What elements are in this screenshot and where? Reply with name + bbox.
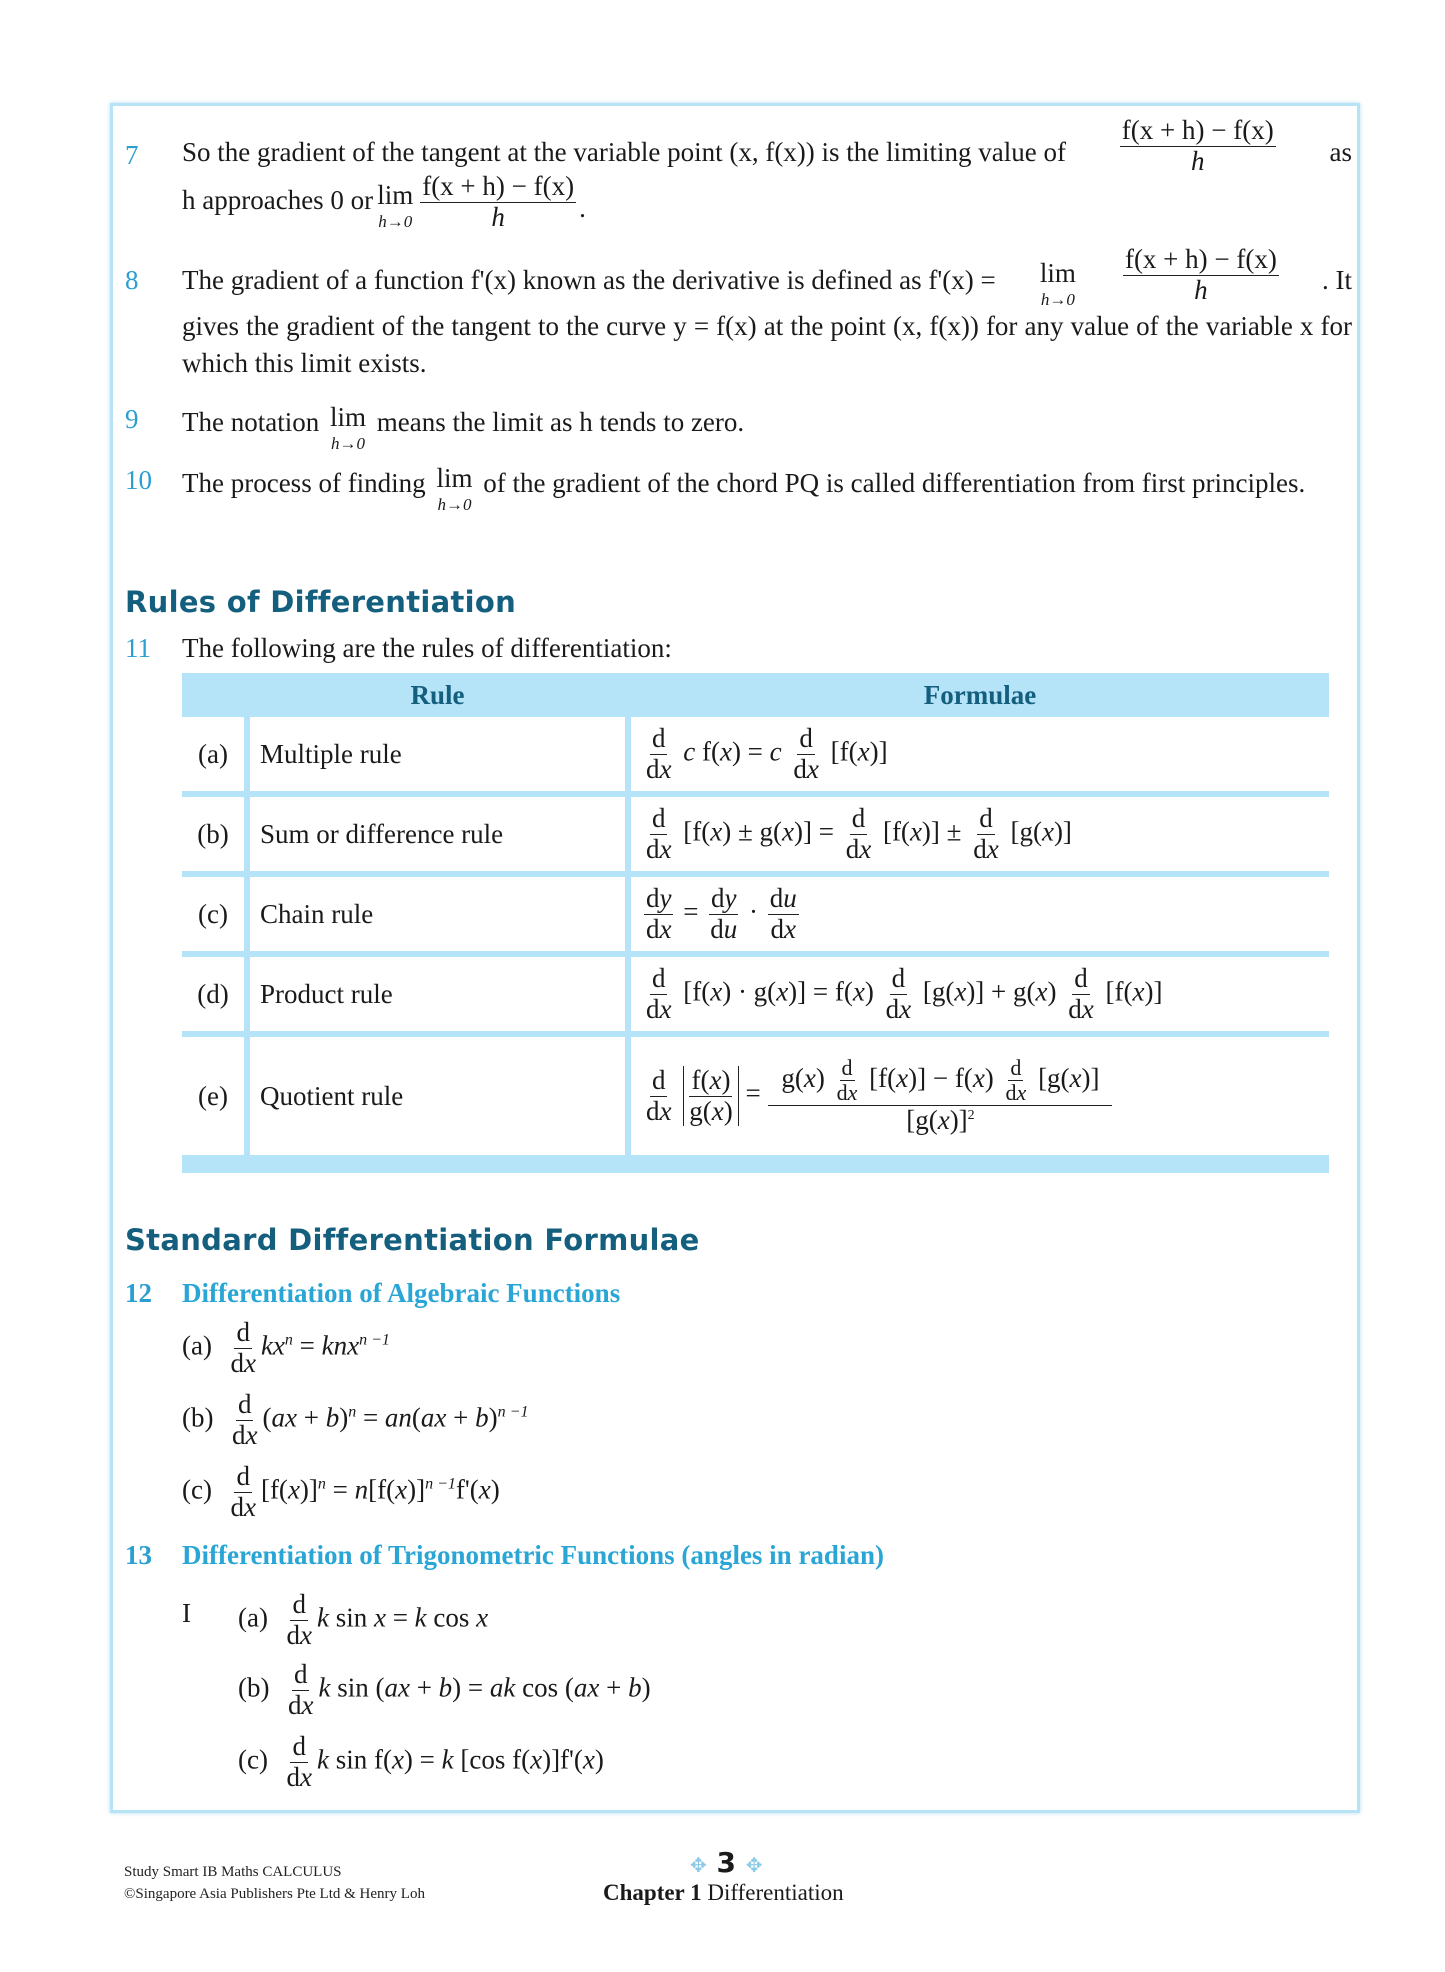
paragraph-8: The gradient of a function f'(x) known as the derivative is defined as f'(x) = lim h→0 $\frac{f(x + h) - f(x)}{h}$ . It gives the gradient of the tangent to the curve y = f(x) at the point (x, f(x)) for any value of the variable x for which this limit exists. xyxy=(182,243,1352,378)
item-number-11: 11 xyxy=(125,633,151,663)
table-header-rule: Rule xyxy=(250,673,631,717)
p7-text: So the gradient of the tangent at the variable point (x, f(x)) is the limiting value of xyxy=(182,136,1066,167)
section-heading-standard: Standard Differentiation Formulae xyxy=(125,1223,700,1257)
table-header-formulae: Formulae xyxy=(631,673,1329,717)
item-number-10: 10 xyxy=(125,465,152,495)
section-heading-rules: Rules of Differentiation xyxy=(125,585,517,619)
diamond-icon: ✥ xyxy=(690,1853,707,1877)
subheading-trigonometric: Differentiation of Trigonometric Functions (angles in radian) xyxy=(182,1540,884,1570)
item-number-8: 8 xyxy=(125,265,139,295)
chapter-label: Chapter 1 Differentiation xyxy=(603,1880,844,1905)
subheading-algebraic: Differentiation of Algebraic Functions xyxy=(182,1278,621,1308)
table-header-label xyxy=(182,673,250,717)
formula-12a: (a) $\frac{d}{dx}$ $kx^n = knx^{n -1}$ xyxy=(182,1317,390,1378)
formula-13c: (c) $\frac{d}{dx}$ k sin f(x) = k [cos f(x)]f'(x) xyxy=(238,1731,604,1792)
group-label-I: I xyxy=(182,1598,191,1628)
diamond-icon: ✥ xyxy=(745,1853,763,1877)
page-number: ✥ 3 ✥ xyxy=(690,1846,763,1879)
formula-quotient-rule: $\frac{d}{dx}$ $\frac{f(x)}{g(x)}$ = g(x) $\frac{d}{dx}$ [f(x)] − f(x) $\frac{d}{dx}$ [g(x)] $[g(x)]^2$ xyxy=(631,1037,1329,1155)
table-row: (e) Quotient rule $\frac{d}{dx}$ $\frac{f(x)}{g(x)}$ = g(x) $\frac{d}{dx}$ [f(x)] − f(x) $\frac{d}{dx}$ [g(x)] $[g(x)]^2$ xyxy=(182,1037,1329,1155)
item-number-13: 13 xyxy=(125,1540,152,1570)
table-row: (b) Sum or difference rule $\frac{d}{dx}$ [f(x) ± g(x)] = $\frac{d}{dx}$ [f(x)] ± $\frac{d}{dx}$ [g(x)] xyxy=(182,797,1329,877)
formula-12c: (c) $\frac{d}{dx}$ $[f(x)]^n = n[f(x)]^{n -1}f'(x)$ xyxy=(182,1461,500,1522)
formula-13b: (b) $\frac{d}{dx}$ k sin (ax + b) = ak cos (ax + b) xyxy=(238,1659,651,1720)
table-row: (d) Product rule $\frac{d}{dx}$ [f(x) · g(x)] = f(x) $\frac{d}{dx}$ [g(x)] + g(x) $\frac{d}{dx}$ [f(x)] xyxy=(182,957,1329,1037)
item-number-9: 9 xyxy=(125,404,139,434)
book-title: Study Smart IB Maths CALCULUS xyxy=(124,1864,342,1880)
difference-quotient: $\frac{f(x + h) - f(x)}{h}$ xyxy=(1121,115,1274,176)
formula-chain-rule: $\frac{dy}{dx}$ = $\frac{dy}{du}$ · $\frac{du}{dx}$ xyxy=(631,877,1329,957)
rules-table xyxy=(182,673,1329,1173)
footer-credits xyxy=(124,1861,425,1905)
formula-product-rule: $\frac{d}{dx}$ [f(x) · g(x)] = f(x) $\frac{d}{dx}$ [g(x)] + g(x) $\frac{d}{dx}$ [f(x)] xyxy=(631,957,1329,1037)
table-row: (a) Multiple rule $\frac{d}{dx}$ c f(x) = c $\frac{d}{dx}$ [f(x)] xyxy=(182,717,1329,797)
paragraph-10: The process of finding lim h→0 of the gradient of the chord PQ is called differentiation from first principles. xyxy=(182,463,1306,514)
paragraph-9: The notation lim h→0 means the limit as h tends to zero. xyxy=(182,402,745,453)
item-number-12: 12 xyxy=(125,1278,152,1308)
paragraph-11: The following are the rules of differentiation: xyxy=(182,633,672,663)
formula-multiple-rule: $\frac{d}{dx}$ c f(x) = c $\frac{d}{dx}$ [f(x)] xyxy=(631,717,1329,797)
formula-sum-rule: $\frac{d}{dx}$ [f(x) ± g(x)] = $\frac{d}{dx}$ [f(x)] ± $\frac{d}{dx}$ [g(x)] xyxy=(631,797,1329,877)
formula-12b: (b) $\frac{d}{dx}$ (ax + b)$^n$ = an(ax + b)$^{n -1}$ xyxy=(182,1389,529,1450)
table-row: (c) Chain rule $\frac{dy}{dx}$ = $\frac{dy}{du}$ · $\frac{du}{dx}$ xyxy=(182,877,1329,957)
formula-13a: (a) $\frac{d}{dx}$ k sin x = k cos x xyxy=(238,1589,489,1650)
limit-notation: lim h→0 xyxy=(377,180,414,232)
item-number-7: 7 xyxy=(125,140,139,170)
copyright: ©Singapore Asia Publishers Pte Ltd & Henry Loh xyxy=(124,1886,425,1902)
paragraph-7: So the gradient of the tangent at the variable point (x, f(x)) is the limiting value of $\frac{f(x + h) - f(x)}{h}$ as h approaches 0 or lim h→0 $\frac{f(x + h) - f(x)}{h}$ . xyxy=(182,115,1352,233)
